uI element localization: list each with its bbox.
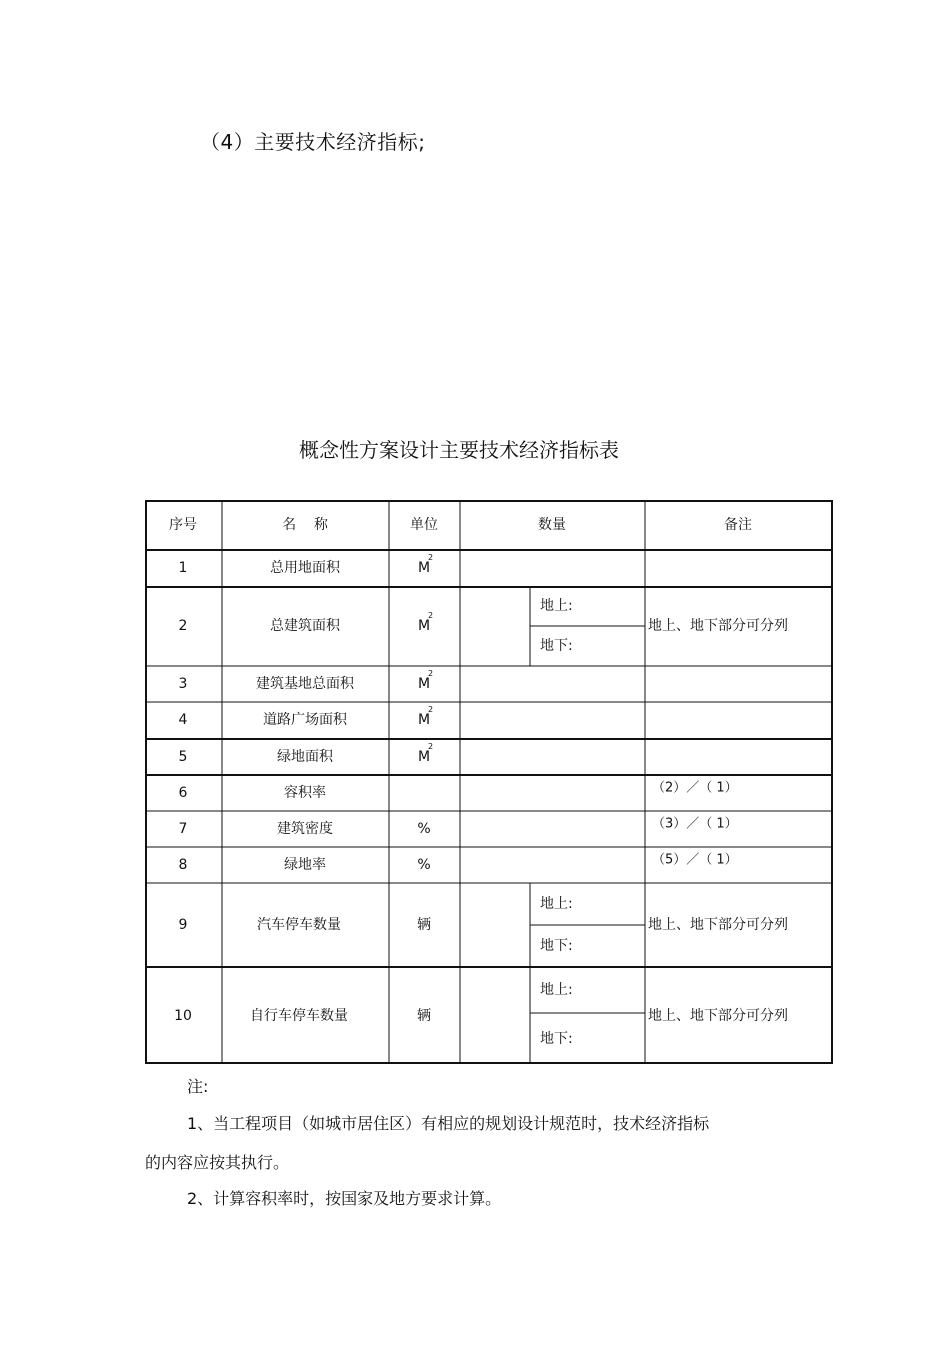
note-1-line-1: 1、当工程项目（如城市居住区）有相应的规划设计规范时，技术经济指标 [187,1114,710,1133]
header-unit: 单位 [410,517,438,533]
row-9-remark: 地上、地下部分可分列 [648,917,788,933]
section-heading: （4）主要技术经济指标; [200,130,426,154]
row-2-seq: 2 [178,618,188,634]
row-9-below-ground: 地下: [540,938,573,954]
header-quantity: 数量 [538,517,566,533]
row-9-unit: 辆 [417,917,431,933]
table-title: 概念性方案设计主要技术经济指标表 [299,438,619,462]
row-7-remark: （3）／（ 1） [652,816,738,832]
row-3-name: 建筑基地总面积 [256,676,354,692]
row-2-remark: 地上、地下部分可分列 [648,618,788,634]
row-2-name: 总建筑面积 [270,618,340,634]
row-8-seq: 8 [178,857,188,873]
row-10-seq: 10 [174,1008,192,1024]
row-1-name: 总用地面积 [270,560,340,576]
row-6-name: 容积率 [284,785,326,801]
row-1-seq: 1 [178,560,188,576]
note-2: 2、计算容积率时，按国家及地方要求计算。 [187,1189,502,1208]
header-seq: 序号 [169,517,197,533]
row-7-seq: 7 [178,821,188,837]
row-3-unit: M 2 [417,669,434,692]
row-10-above-ground: 地上: [540,982,573,998]
row-5-seq: 5 [178,749,188,765]
row-5-name: 绿地面积 [277,749,333,765]
notes-label: 注: [187,1077,209,1096]
row-2-above-ground: 地上: [540,598,573,614]
row-6-seq: 6 [178,785,188,801]
note-1-line-2: 的内容应按其执行。 [145,1153,290,1172]
row-6-remark: （2）／（ 1） [652,780,738,796]
indicator-table [145,500,833,1064]
row-2-unit: M 2 [417,611,434,634]
row-3-seq: 3 [178,676,188,692]
row-9-seq: 9 [178,917,188,933]
row-10-remark: 地上、地下部分可分列 [648,1008,788,1024]
row-4-name: 道路广场面积 [263,712,347,728]
row-5-unit: M 2 [417,742,434,765]
row-2-below-ground: 地下: [540,638,573,654]
row-8-unit: % [417,857,431,873]
row-7-unit: % [417,821,431,837]
row-10-unit: 辆 [417,1008,431,1024]
row-10-name: 自行车停车数量 [250,1008,348,1024]
row-9-name: 汽车停车数量 [257,917,341,933]
row-10-below-ground: 地下: [540,1031,573,1047]
row-8-remark: （5）／（ 1） [652,852,738,868]
row-4-unit: M 2 [417,705,434,728]
header-remark: 备注 [724,517,752,533]
row-4-seq: 4 [178,712,188,728]
row-8-name: 绿地率 [284,857,326,873]
row-1-unit: M 2 [417,553,434,576]
header-name: 名 称 [282,517,328,533]
row-9-above-ground: 地上: [540,896,573,912]
row-7-name: 建筑密度 [277,821,333,837]
